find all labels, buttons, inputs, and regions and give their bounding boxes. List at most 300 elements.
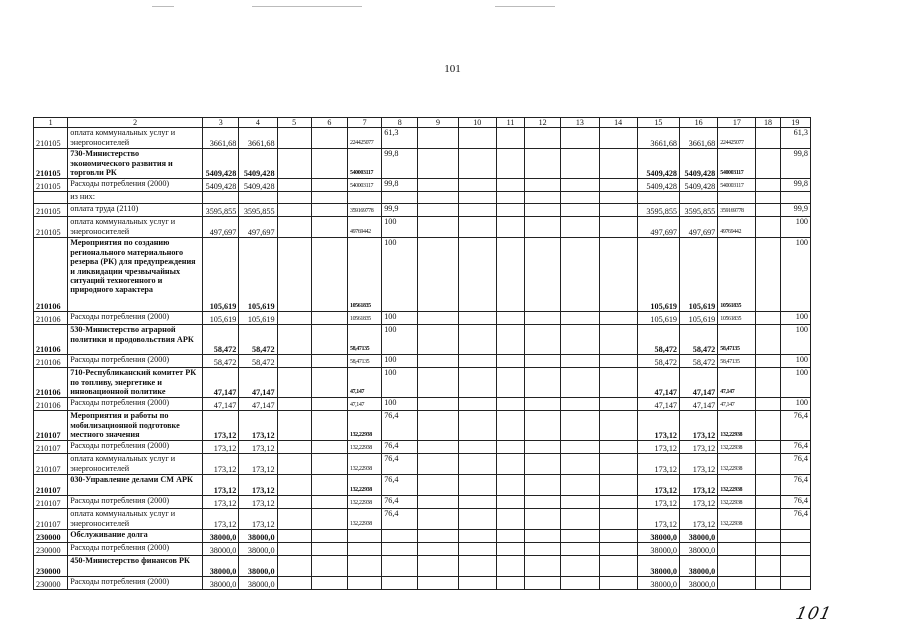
col16-value: 47,147 <box>680 398 718 411</box>
row-name: оплата коммунальных услуг и энергоносителей <box>68 454 203 475</box>
col5-value <box>277 577 311 590</box>
col17-value: 58,47135 <box>718 355 756 368</box>
col16-value: 497,697 <box>680 217 718 238</box>
col4-value: 173,12 <box>239 441 277 454</box>
col15-value: 173,12 <box>637 496 679 509</box>
col8-percent: 100 <box>382 368 418 398</box>
col6-value <box>311 496 347 509</box>
row-code: 210106 <box>34 238 68 312</box>
col13-value <box>561 454 599 475</box>
col13-value <box>561 179 599 192</box>
row-code: 230000 <box>34 530 68 543</box>
col17-value: 10561835 <box>718 312 756 325</box>
col11-value <box>496 312 524 325</box>
table-row <box>34 217 811 238</box>
row-code: 210106 <box>34 355 68 368</box>
header-cell: 7 <box>347 118 381 128</box>
row-name: из них: <box>68 192 203 204</box>
table-row <box>34 509 811 530</box>
col18-value <box>756 179 780 192</box>
col4-value <box>239 192 277 204</box>
col12-value <box>525 496 561 509</box>
col10-value <box>458 204 496 217</box>
row-code: 210107 <box>34 475 68 496</box>
col8-percent <box>382 556 418 577</box>
col7-value: 49769442 <box>347 217 381 238</box>
row-name: Расходы потребления (2000) <box>68 312 203 325</box>
col14-value <box>599 496 637 509</box>
col3-value: 3595,855 <box>203 204 239 217</box>
col17-value: 49769442 <box>718 217 756 238</box>
col7-value <box>347 530 381 543</box>
col7-value: 132,22938 <box>347 454 381 475</box>
col4-value: 5409,428 <box>239 149 277 179</box>
col11-value <box>496 355 524 368</box>
col11-value <box>496 577 524 590</box>
col11-value <box>496 238 524 312</box>
col5-value <box>277 192 311 204</box>
col10-value <box>458 530 496 543</box>
header-cell: 1 <box>34 118 68 128</box>
col8-percent: 99,9 <box>382 204 418 217</box>
col16-value: 58,472 <box>680 325 718 355</box>
col19-percent <box>780 530 810 543</box>
col11-value <box>496 556 524 577</box>
col3-value: 47,147 <box>203 368 239 398</box>
col18-value <box>756 204 780 217</box>
header-cell: 15 <box>637 118 679 128</box>
col18-value <box>756 355 780 368</box>
col10-value <box>458 509 496 530</box>
col6-value <box>311 149 347 179</box>
col8-percent <box>382 530 418 543</box>
col19-percent: 61,3 <box>780 128 810 149</box>
col6-value <box>311 543 347 556</box>
col4-value: 3595,855 <box>239 204 277 217</box>
col9-value <box>418 179 458 192</box>
col17-value: 132,22938 <box>718 454 756 475</box>
table-row <box>34 325 811 355</box>
col16-value: 3595,855 <box>680 204 718 217</box>
col5-value <box>277 368 311 398</box>
col6-value <box>311 530 347 543</box>
col15-value: 58,472 <box>637 355 679 368</box>
col12-value <box>525 149 561 179</box>
col6-value <box>311 411 347 441</box>
row-name: 730-Министерство экономического развития и торговли РК <box>68 149 203 179</box>
col17-value: 132,22938 <box>718 509 756 530</box>
col16-value: 173,12 <box>680 496 718 509</box>
col18-value <box>756 509 780 530</box>
col15-value: 3661,68 <box>637 128 679 149</box>
page-number: 101 <box>444 63 461 75</box>
col18-value <box>756 441 780 454</box>
col15-value: 38000,0 <box>637 577 679 590</box>
col15-value: 38000,0 <box>637 530 679 543</box>
row-name: Расходы потребления (2000) <box>68 577 203 590</box>
col5-value <box>277 204 311 217</box>
row-code: 210106 <box>34 312 68 325</box>
table-row <box>34 398 811 411</box>
col11-value <box>496 149 524 179</box>
col14-value <box>599 509 637 530</box>
col17-value: 132,22938 <box>718 496 756 509</box>
col7-value <box>347 556 381 577</box>
col5-value <box>277 441 311 454</box>
col6-value <box>311 238 347 312</box>
col19-percent <box>780 543 810 556</box>
col9-value <box>418 149 458 179</box>
header-cell: 4 <box>239 118 277 128</box>
col6-value <box>311 398 347 411</box>
col19-percent: 99,9 <box>780 204 810 217</box>
col5-value <box>277 509 311 530</box>
col4-value: 173,12 <box>239 411 277 441</box>
col12-value <box>525 204 561 217</box>
col6-value <box>311 454 347 475</box>
col15-value: 105,619 <box>637 312 679 325</box>
col18-value <box>756 398 780 411</box>
col4-value: 105,619 <box>239 238 277 312</box>
col11-value <box>496 128 524 149</box>
col11-value <box>496 475 524 496</box>
col9-value <box>418 238 458 312</box>
col10-value <box>458 475 496 496</box>
col18-value <box>756 192 780 204</box>
col18-value <box>756 556 780 577</box>
col10-value <box>458 454 496 475</box>
col5-value <box>277 496 311 509</box>
col6-value <box>311 577 347 590</box>
col11-value <box>496 179 524 192</box>
col12-value <box>525 325 561 355</box>
row-name: оплата коммунальных услуг и энергоносителей <box>68 128 203 149</box>
col13-value <box>561 204 599 217</box>
table-row <box>34 411 811 441</box>
row-name: 030-Управление делами СМ АРК <box>68 475 203 496</box>
col4-value: 3661,68 <box>239 128 277 149</box>
col3-value: 58,472 <box>203 325 239 355</box>
col8-percent: 100 <box>382 238 418 312</box>
col3-value <box>203 192 239 204</box>
col6-value <box>311 556 347 577</box>
row-name: 530-Министерство аграрной политики и продовольствия АРК <box>68 325 203 355</box>
col12-value <box>525 556 561 577</box>
col13-value <box>561 496 599 509</box>
header-cell: 2 <box>68 118 203 128</box>
col8-percent <box>382 192 418 204</box>
header-cell: 16 <box>680 118 718 128</box>
col19-percent: 100 <box>780 355 810 368</box>
col8-percent: 100 <box>382 217 418 238</box>
row-code <box>34 192 68 204</box>
row-code: 210105 <box>34 204 68 217</box>
col15-value: 497,697 <box>637 217 679 238</box>
col13-value <box>561 543 599 556</box>
col14-value <box>599 217 637 238</box>
col9-value <box>418 411 458 441</box>
col14-value <box>599 325 637 355</box>
col14-value <box>599 368 637 398</box>
col15-value: 173,12 <box>637 509 679 530</box>
col11-value <box>496 217 524 238</box>
col19-percent: 100 <box>780 217 810 238</box>
col13-value <box>561 411 599 441</box>
col9-value <box>418 217 458 238</box>
row-code: 210107 <box>34 411 68 441</box>
col5-value <box>277 411 311 441</box>
col18-value <box>756 530 780 543</box>
col14-value <box>599 128 637 149</box>
col9-value <box>418 128 458 149</box>
col9-value <box>418 454 458 475</box>
col9-value <box>418 204 458 217</box>
col4-value: 38000,0 <box>239 530 277 543</box>
row-name: 710-Республиканский комитет РК по топливу, энергетике и инновационной политике <box>68 368 203 398</box>
col10-value <box>458 496 496 509</box>
col13-value <box>561 577 599 590</box>
col9-value <box>418 368 458 398</box>
col4-value: 173,12 <box>239 509 277 530</box>
col9-value <box>418 475 458 496</box>
col3-value: 105,619 <box>203 238 239 312</box>
col4-value: 173,12 <box>239 454 277 475</box>
col15-value: 173,12 <box>637 454 679 475</box>
col16-value: 38000,0 <box>680 543 718 556</box>
col14-value <box>599 238 637 312</box>
row-code: 230000 <box>34 577 68 590</box>
col15-value: 58,472 <box>637 325 679 355</box>
col19-percent: 100 <box>780 238 810 312</box>
row-code: 210106 <box>34 398 68 411</box>
col9-value <box>418 496 458 509</box>
row-code: 210107 <box>34 441 68 454</box>
col12-value <box>525 398 561 411</box>
col13-value <box>561 556 599 577</box>
col7-value: 224425077 <box>347 128 381 149</box>
col19-percent: 99,8 <box>780 149 810 179</box>
header-cell: 3 <box>203 118 239 128</box>
header-cell: 14 <box>599 118 637 128</box>
col7-value: 540003117 <box>347 179 381 192</box>
col11-value <box>496 204 524 217</box>
col4-value: 497,697 <box>239 217 277 238</box>
row-code: 210106 <box>34 368 68 398</box>
row-name: Расходы потребления (2000) <box>68 398 203 411</box>
col16-value: 38000,0 <box>680 577 718 590</box>
table-row <box>34 454 811 475</box>
col9-value <box>418 530 458 543</box>
col8-percent: 99,8 <box>382 149 418 179</box>
col18-value <box>756 128 780 149</box>
col15-value: 173,12 <box>637 411 679 441</box>
col7-value: 132,22938 <box>347 441 381 454</box>
col17-value: 47,147 <box>718 398 756 411</box>
col17-value: 540003117 <box>718 179 756 192</box>
col13-value <box>561 325 599 355</box>
table-row <box>34 192 811 204</box>
table-row <box>34 475 811 496</box>
col11-value <box>496 509 524 530</box>
col5-value <box>277 238 311 312</box>
col7-value: 10561835 <box>347 238 381 312</box>
col3-value: 173,12 <box>203 509 239 530</box>
col19-percent <box>780 556 810 577</box>
col9-value <box>418 355 458 368</box>
budget-table <box>33 117 811 590</box>
col7-value: 47,147 <box>347 398 381 411</box>
col10-value <box>458 577 496 590</box>
col14-value <box>599 204 637 217</box>
row-code: 230000 <box>34 556 68 577</box>
col12-value <box>525 217 561 238</box>
row-name: Расходы потребления (2000) <box>68 543 203 556</box>
col9-value <box>418 509 458 530</box>
col5-value <box>277 543 311 556</box>
col13-value <box>561 509 599 530</box>
col14-value <box>599 530 637 543</box>
col3-value: 58,472 <box>203 355 239 368</box>
col18-value <box>756 496 780 509</box>
row-code: 210105 <box>34 128 68 149</box>
header-cell: 6 <box>311 118 347 128</box>
col12-value <box>525 577 561 590</box>
col14-value <box>599 556 637 577</box>
col12-value <box>525 543 561 556</box>
row-name: Мероприятия и работы по мобилизационной подготовке местного значения <box>68 411 203 441</box>
col3-value: 38000,0 <box>203 556 239 577</box>
col10-value <box>458 238 496 312</box>
col9-value <box>418 556 458 577</box>
col16-value: 58,472 <box>680 355 718 368</box>
col10-value <box>458 355 496 368</box>
col15-value: 173,12 <box>637 441 679 454</box>
header-cell: 9 <box>418 118 458 128</box>
col18-value <box>756 368 780 398</box>
col12-value <box>525 475 561 496</box>
col7-value: 58,47135 <box>347 355 381 368</box>
col3-value: 38000,0 <box>203 530 239 543</box>
col16-value: 173,12 <box>680 475 718 496</box>
col3-value: 105,619 <box>203 312 239 325</box>
col18-value <box>756 475 780 496</box>
col6-value <box>311 192 347 204</box>
col4-value: 5409,428 <box>239 179 277 192</box>
scan-artifact <box>495 6 555 8</box>
col10-value <box>458 179 496 192</box>
col9-value <box>418 577 458 590</box>
col4-value: 58,472 <box>239 355 277 368</box>
col18-value <box>756 411 780 441</box>
col5-value <box>277 179 311 192</box>
col8-percent: 76,4 <box>382 475 418 496</box>
col10-value <box>458 556 496 577</box>
scan-artifact <box>152 6 174 8</box>
row-name: Расходы потребления (2000) <box>68 355 203 368</box>
col6-value <box>311 128 347 149</box>
col5-value <box>277 149 311 179</box>
col7-value: 58,47135 <box>347 325 381 355</box>
col19-percent: 76,4 <box>780 441 810 454</box>
row-name: Расходы потребления (2000) <box>68 179 203 192</box>
col19-percent: 100 <box>780 312 810 325</box>
col19-percent: 100 <box>780 325 810 355</box>
col16-value: 105,619 <box>680 238 718 312</box>
col15-value: 38000,0 <box>637 543 679 556</box>
col13-value <box>561 398 599 411</box>
col17-value <box>718 577 756 590</box>
col7-value: 47,147 <box>347 368 381 398</box>
table-row <box>34 355 811 368</box>
col19-percent: 76,4 <box>780 411 810 441</box>
col7-value: 132,22938 <box>347 509 381 530</box>
col5-value <box>277 475 311 496</box>
header-cell: 12 <box>525 118 561 128</box>
col5-value <box>277 355 311 368</box>
col7-value <box>347 577 381 590</box>
col18-value <box>756 454 780 475</box>
row-name: оплата труда (2110) <box>68 204 203 217</box>
col3-value: 497,697 <box>203 217 239 238</box>
col14-value <box>599 543 637 556</box>
col19-percent: 76,4 <box>780 475 810 496</box>
col4-value: 47,147 <box>239 368 277 398</box>
table-row <box>34 312 811 325</box>
col15-value: 38000,0 <box>637 556 679 577</box>
col17-value: 224425077 <box>718 128 756 149</box>
col19-percent: 76,4 <box>780 509 810 530</box>
table-row <box>34 128 811 149</box>
col11-value <box>496 543 524 556</box>
col4-value: 38000,0 <box>239 577 277 590</box>
col16-value: 173,12 <box>680 454 718 475</box>
row-code: 210105 <box>34 149 68 179</box>
col10-value <box>458 543 496 556</box>
col5-value <box>277 556 311 577</box>
col13-value <box>561 192 599 204</box>
col17-value <box>718 543 756 556</box>
col15-value: 173,12 <box>637 475 679 496</box>
row-name: Расходы потребления (2000) <box>68 441 203 454</box>
col16-value: 38000,0 <box>680 530 718 543</box>
col11-value <box>496 325 524 355</box>
col19-percent <box>780 577 810 590</box>
col12-value <box>525 509 561 530</box>
col12-value <box>525 192 561 204</box>
col12-value <box>525 238 561 312</box>
col6-value <box>311 475 347 496</box>
col12-value <box>525 355 561 368</box>
handwritten-page-mark: 101 <box>793 604 834 624</box>
col7-value <box>347 192 381 204</box>
col18-value <box>756 217 780 238</box>
col16-value: 173,12 <box>680 509 718 530</box>
col3-value: 38000,0 <box>203 577 239 590</box>
col4-value: 173,12 <box>239 496 277 509</box>
col11-value <box>496 411 524 441</box>
col12-value <box>525 128 561 149</box>
col13-value <box>561 530 599 543</box>
table-row <box>34 441 811 454</box>
col18-value <box>756 577 780 590</box>
col4-value: 38000,0 <box>239 556 277 577</box>
col3-value: 38000,0 <box>203 543 239 556</box>
col8-percent: 99,8 <box>382 179 418 192</box>
col14-value <box>599 411 637 441</box>
col3-value: 47,147 <box>203 398 239 411</box>
col17-value: 132,22938 <box>718 441 756 454</box>
col8-percent <box>382 577 418 590</box>
